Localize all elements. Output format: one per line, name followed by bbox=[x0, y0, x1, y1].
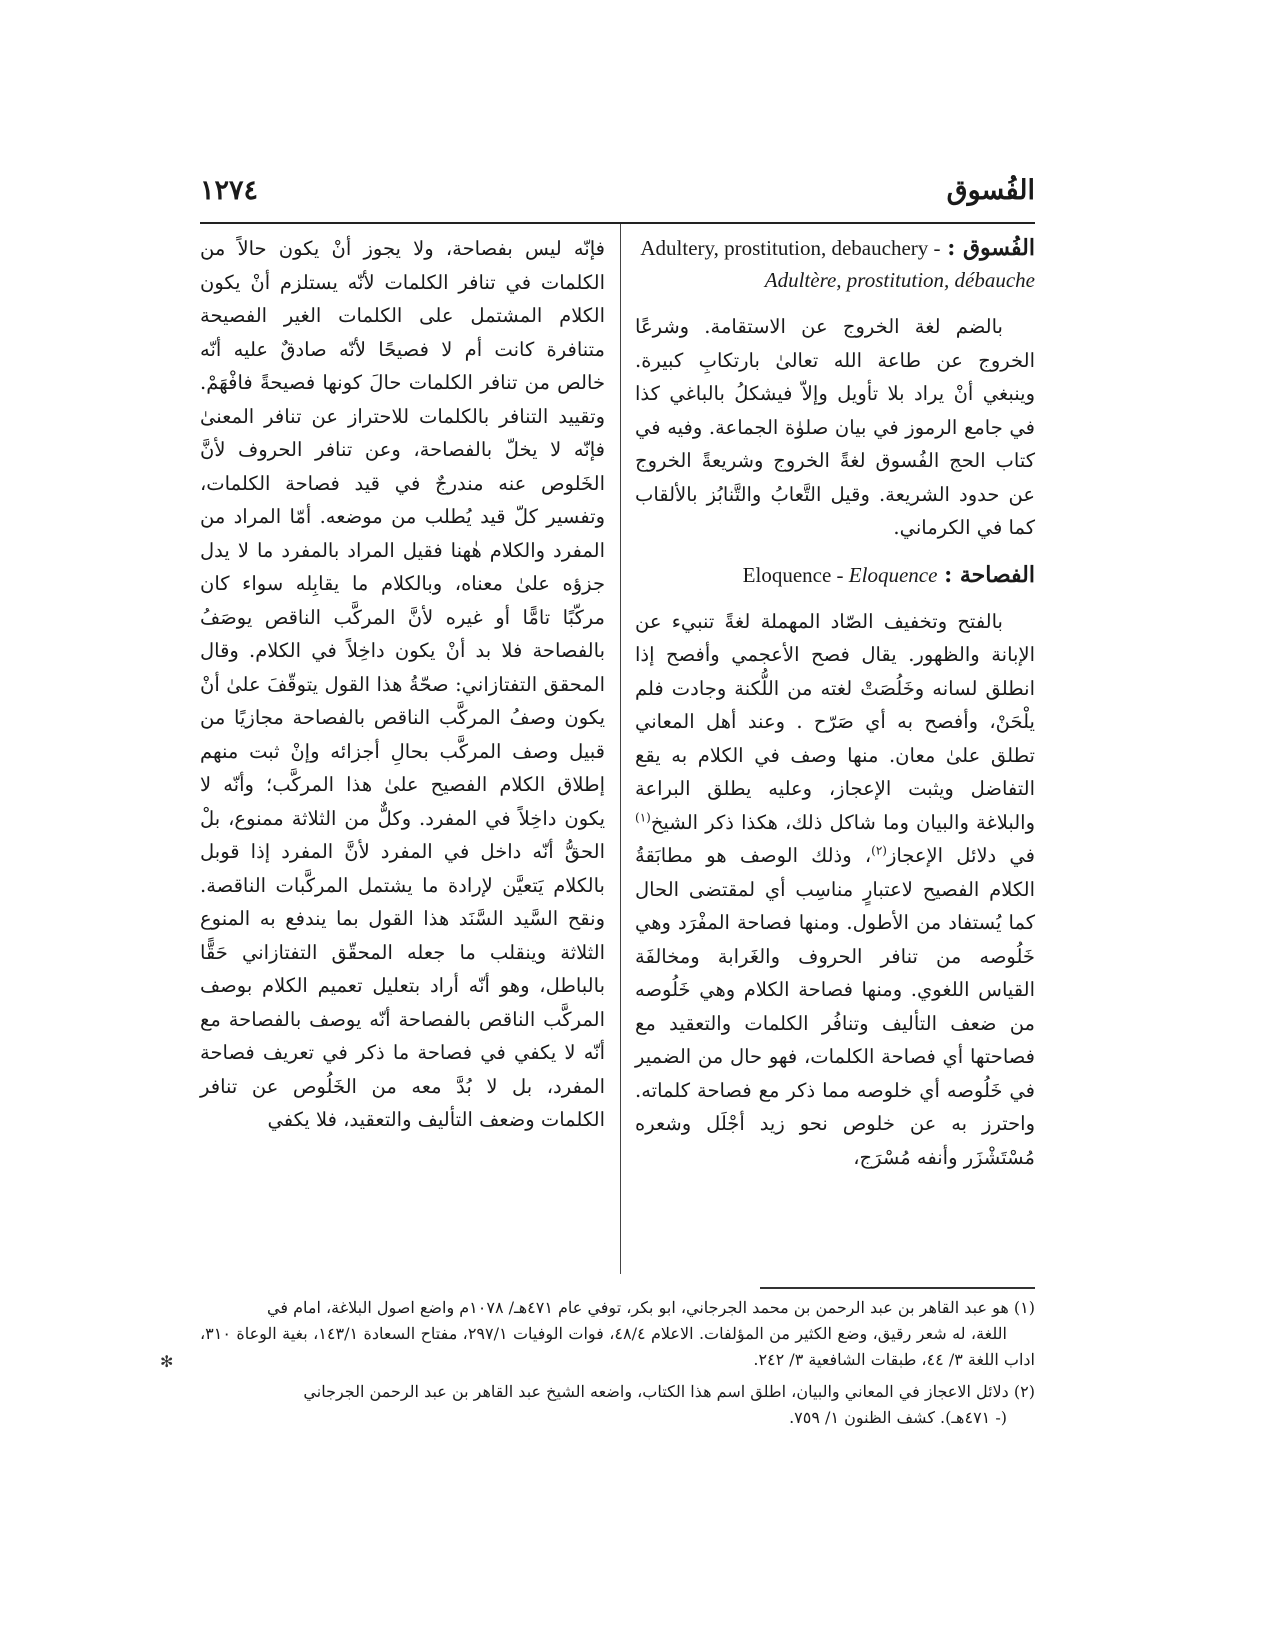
body-text: في دلائل الإعجاز bbox=[886, 844, 1035, 867]
body-text: ، وذلك الوصف هو مطابَقةُ الكلام الفصيح لاعتبارٍ مناسِب أي لمقتضى الحال كما يُستفاد من الأطول. ومنها فصاحة المفْرَد وهي خَلُوصه من تنافر الحروف والغَرابة ومخالفَة القياس اللغوي. ومنها فصاحة الكلام وهي خَلُوصه من ضعف التأليف وتنافُر الكلمات والتعقيد مع فصاحتها أي فصاحة الكلمات، فهو حال من الضمير في خَلُوصه أي خلوصه مما ذكر مع فصاحة كلماته. واحترز به عن خلوص نحو زيد أجْلَل وشعره مُسْتَشْزَر وأنفه مُسْرَج، bbox=[635, 844, 1035, 1169]
page-header bbox=[200, 175, 1035, 225]
header-rule bbox=[200, 222, 1035, 224]
continued-text: فإنّه ليس بفصاحة، ولا يجوز أنْ يكون حالاً من الكلمات في تنافر الكلمات لأنّه يستلزم أنْ يكون الكلام المشتمل على الكلمات الغير الفصيحة متنافرة كانت أم لا فصيحًا لأنّه صادقٌ عليه أنّه خالص من تنافر الكلمات حالَ كونها فصيحةً فافْهَمْ. وتقييد التنافر بالكلمات للاحتراز عن تنافر المعنىٰ فإنّه لا يخلّ بالفصاحة، وعن تنافر الحروف لأنَّ الخَلوص عنه مندرجٌ في قيد فصاحة الكلمات، وتفسير كلّ قيد يُطلب من موضعه. أمّا المراد من المفرد والكلام هٰهنا فقيل المراد بالمفرد ما لا يدل جزؤه علىٰ معناه، وبالكلام ما يقابِله سواء كان مركّبًا تامًّا أو غيره لأنَّ المركَّب الناقص يوصَفُ بالفصاحة فلا بد أنْ يكون داخِلاً في الكلام. وقال المحقق التفتازاني: صحّةُ هذا القول يتوقّفَ علىٰ أنْ يكون وصفُ المركَّب الناقص بالفصاحة مجازيًا من قبيل وصف المركَّب بحالِ أجزائه وإنْ ثبت منهم إطلاق الكلام الفصيح علىٰ هذا المركَّب؛ وأنّه لا يكون داخِلاً في المفرد. وكلٌّ من الثلاثة ممنوع، بلْ الحقُّ أنّه داخل في المفرد لأنَّ المفرد إذا قوبل بالكلام يَتعيَّن لإرادة ما يشتمل المركَّبات الناقصة. ونقح السَّيد السَّنَد هذا القول بما يندفع به المنوع الثلاثة وينقلب ما جعله المحقّق التفتازاني حَقًّا بالباطل، وهو أنّه أراد بتعليل تعميم الكلام بوصف المركَّب الناقص بالفصاحة أنّه يوصف بالفصاحة مع أنّه لا يكفي في فصاحة ما ذكر في تعريف فصاحة المفرد، بل لا بُدَّ معه من الخَلُوص عن تنافر الكلمات وضعف التأليف والتعقيد، فلا يكفي bbox=[200, 237, 605, 1131]
entry-term: الفصاحة : bbox=[944, 561, 1035, 588]
footnote-text: دلائل الاعجاز في المعاني والبيان، اطلق اسم هذا الكتاب، واضعه الشيخ عبد القاهر بن عبد الرحمن الجرجاني bbox=[303, 1382, 1009, 1401]
footnote-ref: (١) bbox=[635, 810, 651, 824]
footnote-1 bbox=[200, 1295, 1035, 1373]
entry-body: بالضم لغة الخروج عن الاستقامة. وشرعًا الخروج عن طاعة الله تعالىٰ بارتكابِ كبيرة. وينبغي أنْ يراد بلا تأويل وإلاّ فيشكلُ بالباغي كذا في جامع الرموز في بيان صلوٰة الجماعة. وفيه في كتاب الحج الفُسوق لغةً الخروج وشريعةً الخروج عن حدود الشريعة. وقيل التَّعابُ والتَّنابُز بالألقاب كما في الكرماني. bbox=[635, 315, 1035, 539]
footnote-ref: (٢) bbox=[871, 843, 887, 858]
footnotes bbox=[200, 1295, 1035, 1437]
footnote-marker: (٢) bbox=[1013, 1382, 1035, 1401]
entry-heading-fasaha bbox=[635, 559, 1035, 591]
translation-en: Eloquence - bbox=[742, 562, 849, 587]
running-title: الفُسوق bbox=[946, 175, 1035, 206]
translation-fr: Adultère, prostitution, débauche bbox=[764, 268, 1035, 292]
translation-en: Adultery, prostitution, debauchery - bbox=[640, 236, 941, 260]
margin-mark-icon: ✻ bbox=[160, 1352, 174, 1371]
entry-body bbox=[635, 605, 1035, 1175]
left-column bbox=[200, 232, 605, 1137]
page-number: ١٢٧٤ bbox=[200, 175, 259, 206]
right-column bbox=[635, 232, 1035, 1174]
footnote-text: اللغة، له شعر رقيق، وضع الكثير من المؤلفات. الاعلام ٤٨/٤، فوات الوفيات ٢٩٧/١، مفتاح السعادة ١٤٣/١، بغية الوعاة ٣١٠، اداب اللغة ٣/ ٤٤، طبقات الشافعية ٣/ ٢٤٢. bbox=[200, 1324, 1035, 1369]
body-text: بالفتح وتخفيف الصّاد المهملة لغةً تنبيء عن الإبانة والظهور. يقال فصح الأعجمي وأفصح إذا انطلق لسانه وخَلُصَتْ لغته من اللُّكنة وجادت فلم يلْحَنْ، وأفصح به أي صَرّح . وعند أهل المعاني تطلق علىٰ معان. منها وصف في الكلام به يقع التفاضل ويثبت الإعجاز، وعليه يطلق البراعة والبلاغة والبيان وما شاكل ذلك، هكذا ذكر الشيخ bbox=[635, 609, 1035, 834]
footnote-rule bbox=[760, 1287, 1035, 1289]
entry-heading-fusuq bbox=[635, 232, 1035, 296]
footnote-text: هو عبد القاهر بن عبد الرحمن بن محمد الجرجاني، ابو بكر، توفي عام ٤٧١هـ/ ١٠٧٨م واضع اصول البلاغة، امام في bbox=[267, 1298, 1009, 1317]
translation-fr: Eloquence bbox=[848, 562, 938, 587]
entry-term: الفُسوق : bbox=[947, 235, 1035, 261]
footnote-2 bbox=[200, 1379, 1035, 1431]
footnote-marker: (١) bbox=[1013, 1298, 1035, 1317]
entry-translation bbox=[743, 563, 938, 587]
column-divider bbox=[620, 224, 621, 1274]
footnote-text: (- ٤٧١هـ). كشف الظنون ١/ ٧٥٩. bbox=[789, 1408, 1007, 1427]
